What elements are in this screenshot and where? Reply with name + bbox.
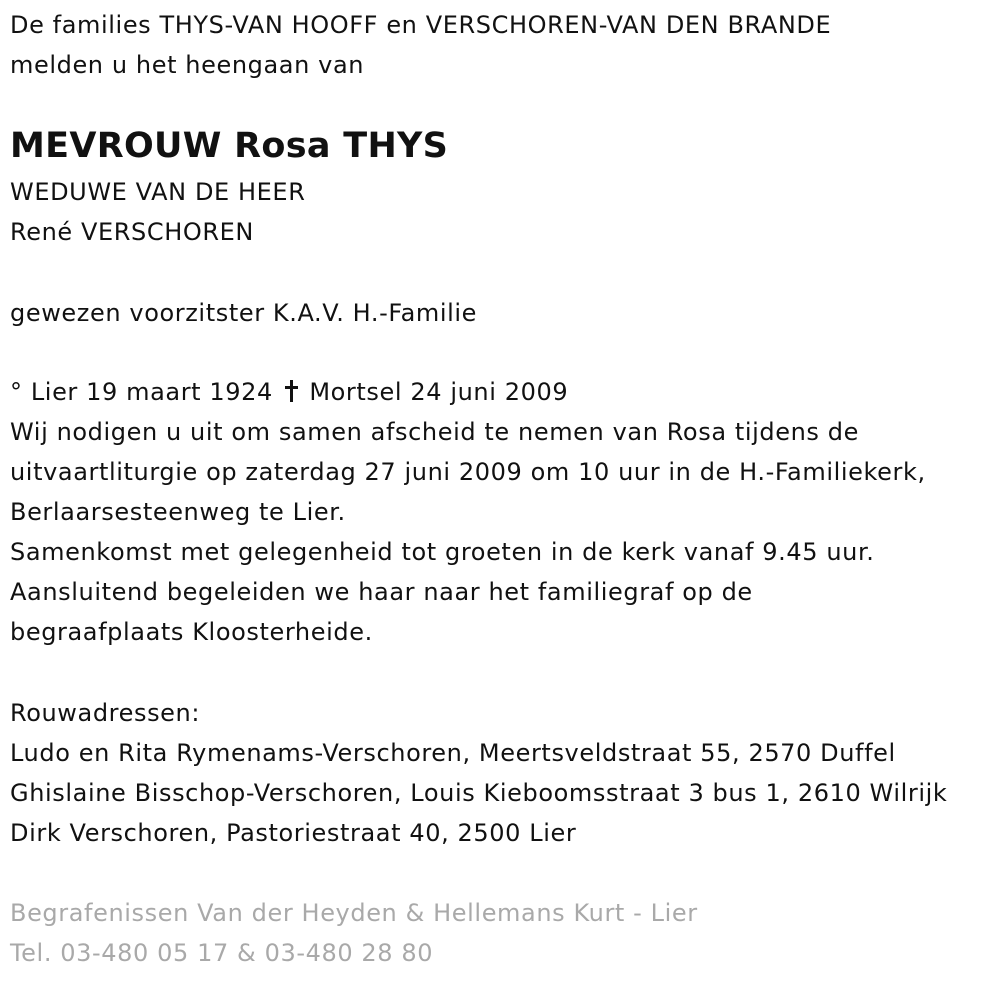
mourning-address: Ludo en Rita Rymenams-Verschoren, Meertsveldstraat 55, 2570 Duffel bbox=[10, 739, 896, 767]
ceremony-line: Aansluitend begeleiden we haar naar het familiegraf op de bbox=[10, 578, 753, 606]
funeral-home-phone: Tel. 03-480 05 17 & 03-480 28 80 bbox=[10, 939, 434, 967]
birth-death-line bbox=[10, 372, 568, 412]
cross-icon bbox=[285, 380, 297, 402]
funeral-home-name: Begrafenissen Van der Heyden & Hellemans Kurt - Lier bbox=[10, 899, 698, 927]
ceremony-line: Wij nodigen u uit om samen afscheid te nemen van Rosa tijdens de bbox=[10, 418, 859, 446]
ceremony-line: uitvaartliturgie op zaterdag 27 juni 2009 om 10 uur in de H.-Familiekerk, bbox=[10, 458, 926, 486]
deceased-name: MEVROUW Rosa THYS bbox=[10, 126, 449, 166]
intro-line: melden u het heengaan van bbox=[10, 51, 365, 79]
mourning-heading: Rouwadressen: bbox=[10, 699, 201, 727]
intro-line: De families THYS-VAN HOOFF en VERSCHOREN-VAN DEN BRANDE bbox=[10, 11, 832, 39]
death-text: Mortsel 24 juni 2009 bbox=[309, 378, 569, 406]
ceremony-line: begraafplaats Kloosterheide. bbox=[10, 618, 373, 646]
birth-text: ° Lier 19 maart 1924 bbox=[10, 378, 273, 406]
mourning-address: Ghislaine Bisschop-Verschoren, Louis Kieboomsstraat 3 bus 1, 2610 Wilrijk bbox=[10, 779, 948, 807]
widow-line: René VERSCHOREN bbox=[10, 218, 254, 246]
ceremony-line: Berlaarsesteenweg te Lier. bbox=[10, 498, 346, 526]
mourning-address: Dirk Verschoren, Pastoriestraat 40, 2500 Lier bbox=[10, 819, 577, 847]
deceased-function: gewezen voorzitster K.A.V. H.-Familie bbox=[10, 299, 478, 327]
widow-line: WEDUWE VAN DE HEER bbox=[10, 178, 306, 206]
ceremony-line: Samenkomst met gelegenheid tot groeten in de kerk vanaf 9.45 uur. bbox=[10, 538, 875, 566]
